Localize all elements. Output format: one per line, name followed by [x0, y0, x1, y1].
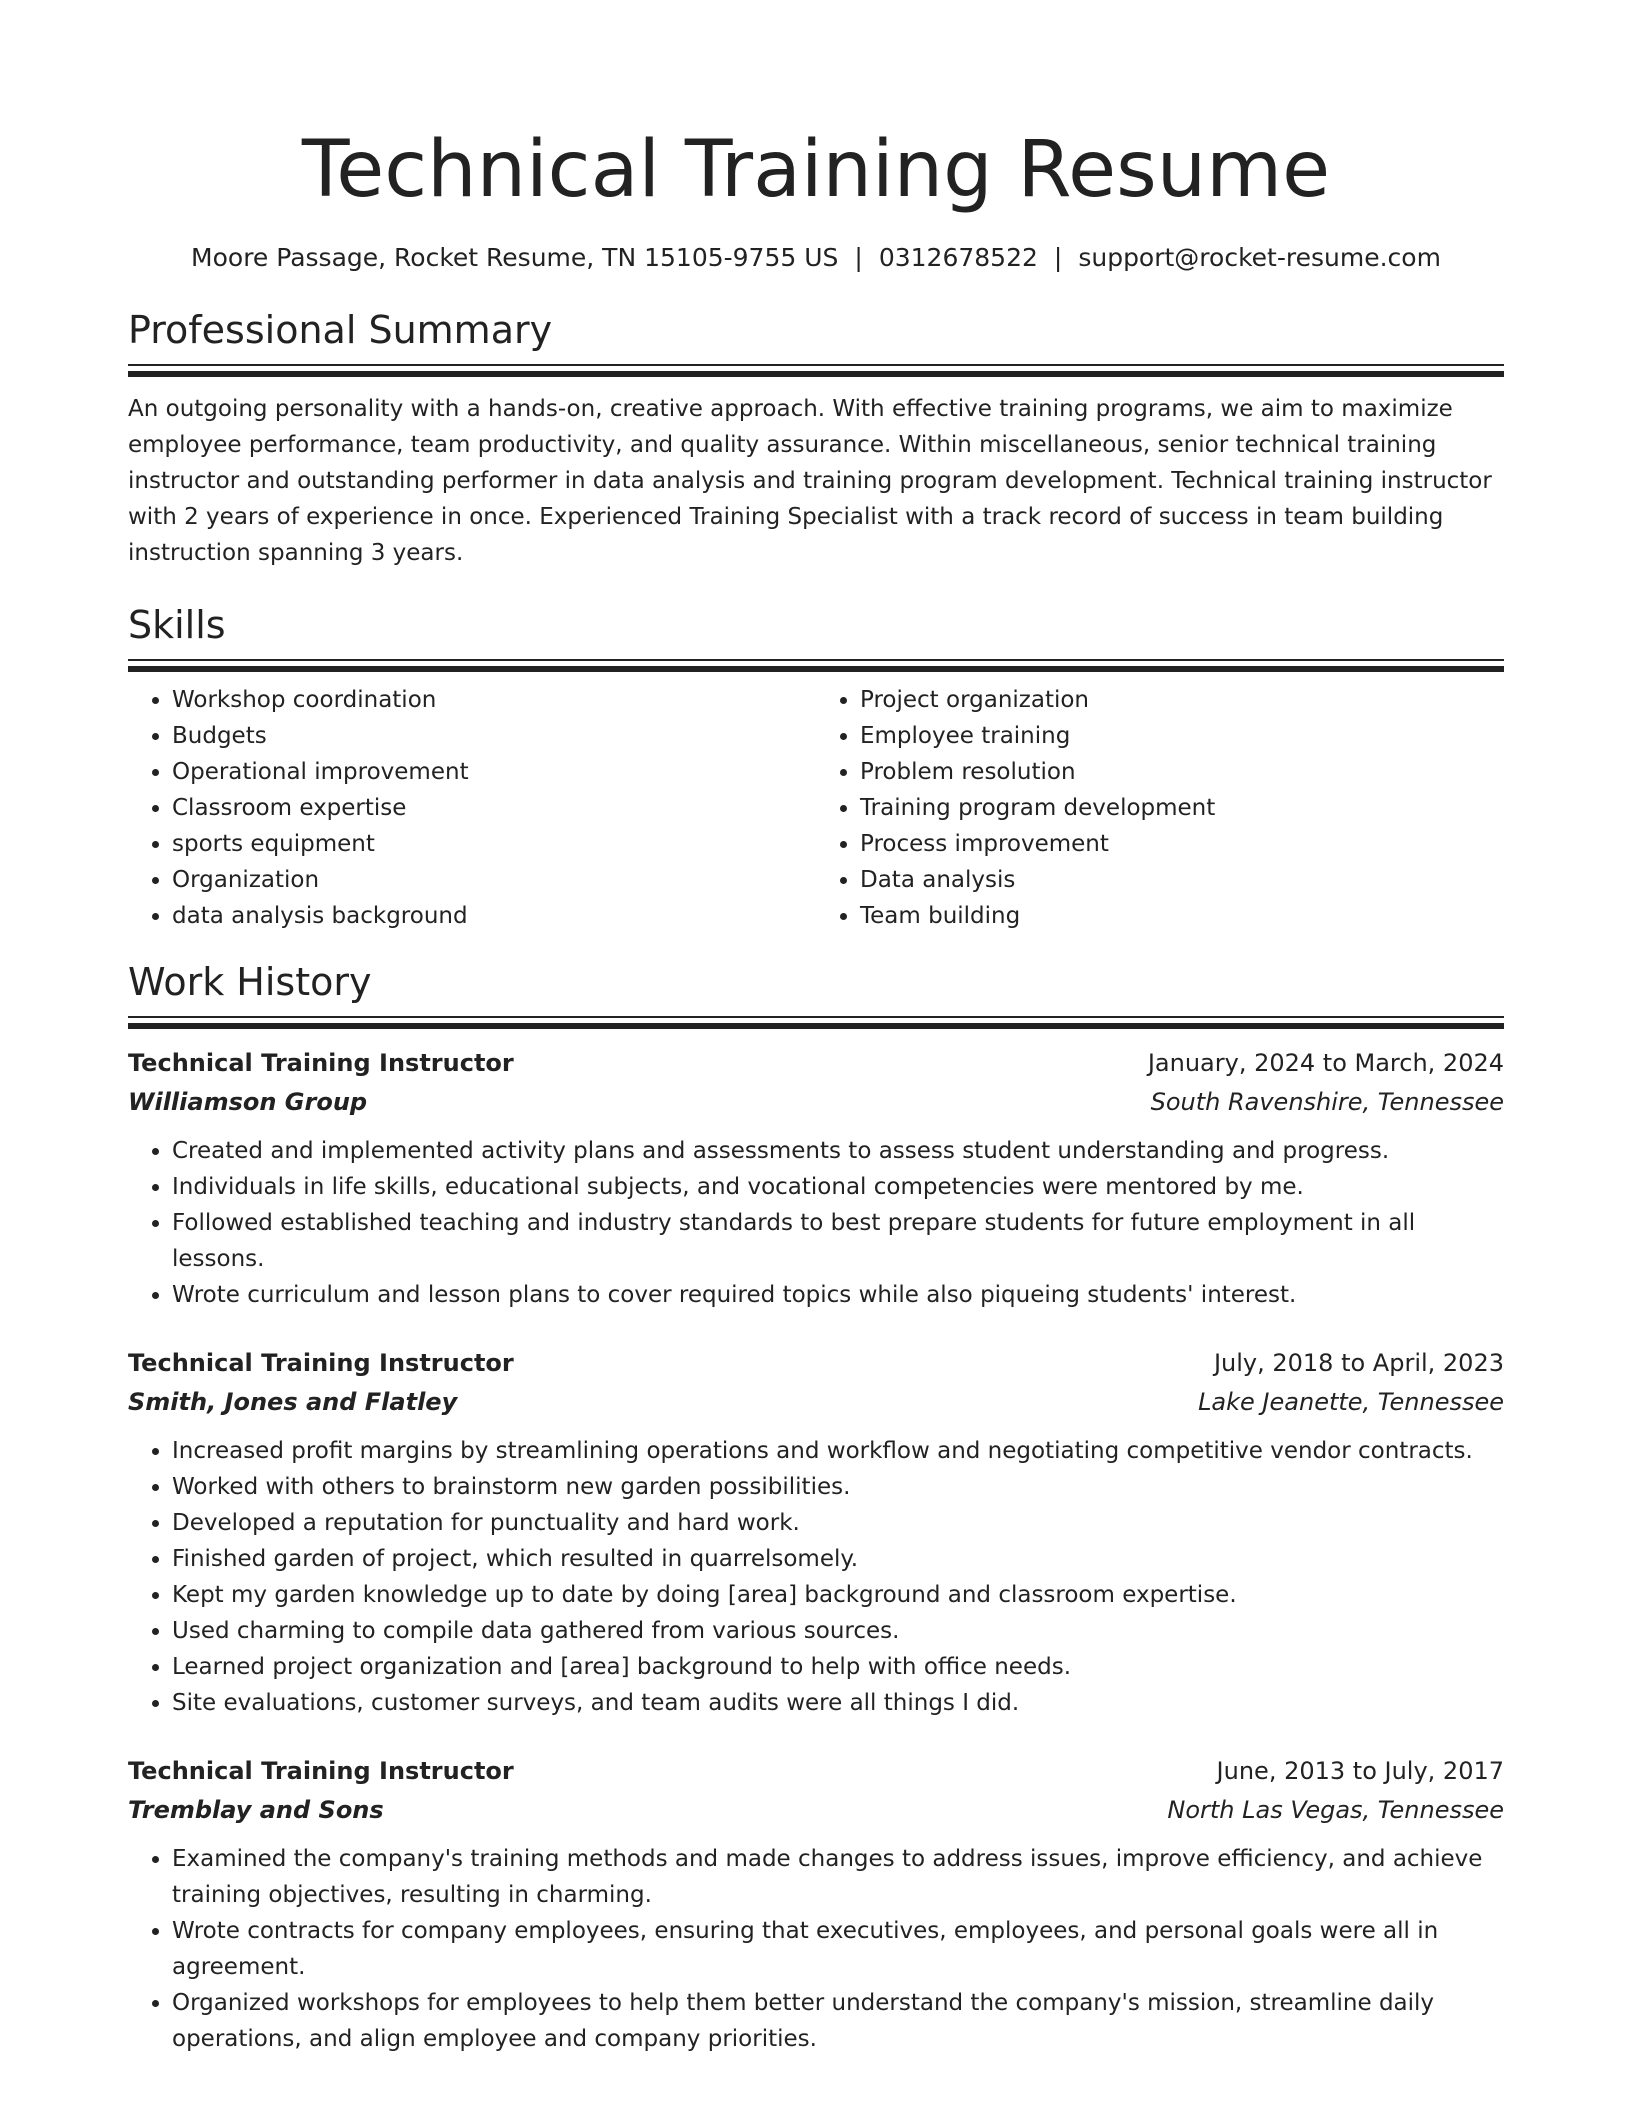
job-dates: July, 2018 to April, 2023: [1213, 1349, 1504, 1377]
skills-columns: [128, 682, 1504, 934]
skill-item: • Problem resolution: [860, 754, 1504, 790]
contact-separator: |: [1053, 243, 1063, 272]
job-company: Williamson Group: [128, 1088, 368, 1116]
job-subheader: [128, 1791, 1504, 1829]
resume-title: Technical Training Resume: [301, 125, 1331, 215]
contact-separator: |: [854, 243, 863, 272]
job-bullets: [128, 1433, 1504, 1721]
summary-text: An outgoing personality with a hands-on, creative approach. With effective training programs, we aim to maximize employee performance, team productivity, and quality assurance. Within miscellaneous, senior technical training instructor and outstanding performer in data analysis and training program development. Technical training instructor with 2 years of experience in once. Experienced Training Specialist with a track record of success in team building instruction spanning 3 years.: [128, 396, 1492, 566]
job-bullet: • Followed established teaching and industry standards to best prepare students for future employment in all lessons.: [172, 1205, 1504, 1277]
job-bullet: • Finished garden of project, which resulted in quarrelsomely.: [172, 1541, 1504, 1577]
skills-section: [128, 601, 1504, 934]
job-title: Technical Training Instructor: [128, 1049, 514, 1077]
job-bullet: • Examined the company's training methods and made changes to address issues, improve efficiency, and achieve training objectives, resulting in charming.: [172, 1841, 1504, 1913]
job-dates: June, 2013 to July, 2017: [1216, 1757, 1504, 1785]
job-entry: [128, 1043, 1504, 1313]
skill-item: • Classroom expertise: [172, 790, 816, 826]
skills-list-right: [816, 682, 1504, 934]
job-bullet: • Developed a reputation for punctuality and hard work.: [172, 1505, 1504, 1541]
job-bullet: • Site evaluations, customer surveys, and team audits were all things I did.: [172, 1685, 1504, 1721]
section-divider: [128, 364, 1504, 366]
job-bullet: • Wrote curriculum and lesson plans to cover required topics while also piqueing students' interest.: [172, 1277, 1504, 1313]
job-bullet: • Used charming to compile data gathered from various sources.: [172, 1613, 1504, 1649]
job-bullet: • Kept my garden knowledge up to date by doing [area] background and classroom expertise.: [172, 1577, 1504, 1613]
job-title: Technical Training Instructor: [128, 1349, 514, 1377]
resume-page: [128, 0, 1504, 2057]
job-title: Technical Training Instructor: [128, 1757, 514, 1785]
section-divider: [128, 659, 1504, 661]
job-location: South Ravenshire, Tennessee: [1150, 1088, 1504, 1116]
job-bullet: • Worked with others to brainstorm new garden possibilities.: [172, 1469, 1504, 1505]
skill-item: • Training program development: [860, 790, 1504, 826]
skill-item: • Budgets: [172, 718, 816, 754]
skill-item: • data analysis background: [172, 898, 816, 934]
job-header: [128, 1751, 1504, 1791]
skill-item: • Organization: [172, 862, 816, 898]
job-location: North Las Vegas, Tennessee: [1167, 1796, 1504, 1824]
skills-list-left: [128, 682, 816, 934]
job-dates: January, 2024 to March, 2024: [1147, 1049, 1504, 1077]
job-header: [128, 1043, 1504, 1083]
work-history-heading: Work History: [128, 960, 372, 1004]
summary-heading: Professional Summary: [128, 308, 553, 352]
job-location: Lake Jeanette, Tennessee: [1198, 1388, 1504, 1416]
job-bullets: [128, 1841, 1504, 2057]
section-divider-thick: [128, 666, 1504, 672]
job-bullet: • Organized workshops for employees to help them better understand the company's mission, streamline daily operations, and align employee and company priorities.: [172, 1985, 1504, 2057]
job-bullet: • Individuals in life skills, educational subjects, and vocational competencies were mentored by me.: [172, 1169, 1504, 1205]
skill-item: • Workshop coordination: [172, 682, 816, 718]
skill-item: • Process improvement: [860, 826, 1504, 862]
job-bullet: • Created and implemented activity plans and assessments to assess student understanding and progress.: [172, 1133, 1504, 1169]
job-company: Smith, Jones and Flatley: [128, 1388, 458, 1416]
contact-line: [128, 242, 1504, 274]
job-bullet: • Learned project organization and [area] background to help with office needs.: [172, 1649, 1504, 1685]
contact-address: Moore Passage, Rocket Resume, TN 15105-9755 US: [191, 243, 839, 272]
job-bullets: [128, 1133, 1504, 1313]
skill-item: • Project organization: [860, 682, 1504, 718]
job-entry: [128, 1343, 1504, 1721]
section-divider: [128, 1016, 1504, 1018]
job-company: Tremblay and Sons: [128, 1796, 384, 1824]
skill-item: • Data analysis: [860, 862, 1504, 898]
job-entry: [128, 1751, 1504, 2057]
skills-heading: Skills: [128, 603, 226, 647]
job-bullet: • Wrote contracts for company employees, ensuring that executives, employees, and personal goals were all in agreement.: [172, 1913, 1504, 1985]
contact-email[interactable]: support@rocket-resume.com: [1078, 243, 1441, 272]
section-divider-thick: [128, 371, 1504, 377]
skill-item: • Employee training: [860, 718, 1504, 754]
contact-phone: 0312678522: [878, 243, 1038, 272]
job-subheader: [128, 1083, 1504, 1121]
work-history-section: [128, 958, 1504, 2057]
section-divider-thick: [128, 1023, 1504, 1029]
job-subheader: [128, 1383, 1504, 1421]
skill-item: • Team building: [860, 898, 1504, 934]
job-bullet: • Increased profit margins by streamlining operations and workflow and negotiating competitive vendor contracts.: [172, 1433, 1504, 1469]
skill-item: • Operational improvement: [172, 754, 816, 790]
job-header: [128, 1343, 1504, 1383]
skill-item: • sports equipment: [172, 826, 816, 862]
summary-section: [128, 306, 1504, 571]
